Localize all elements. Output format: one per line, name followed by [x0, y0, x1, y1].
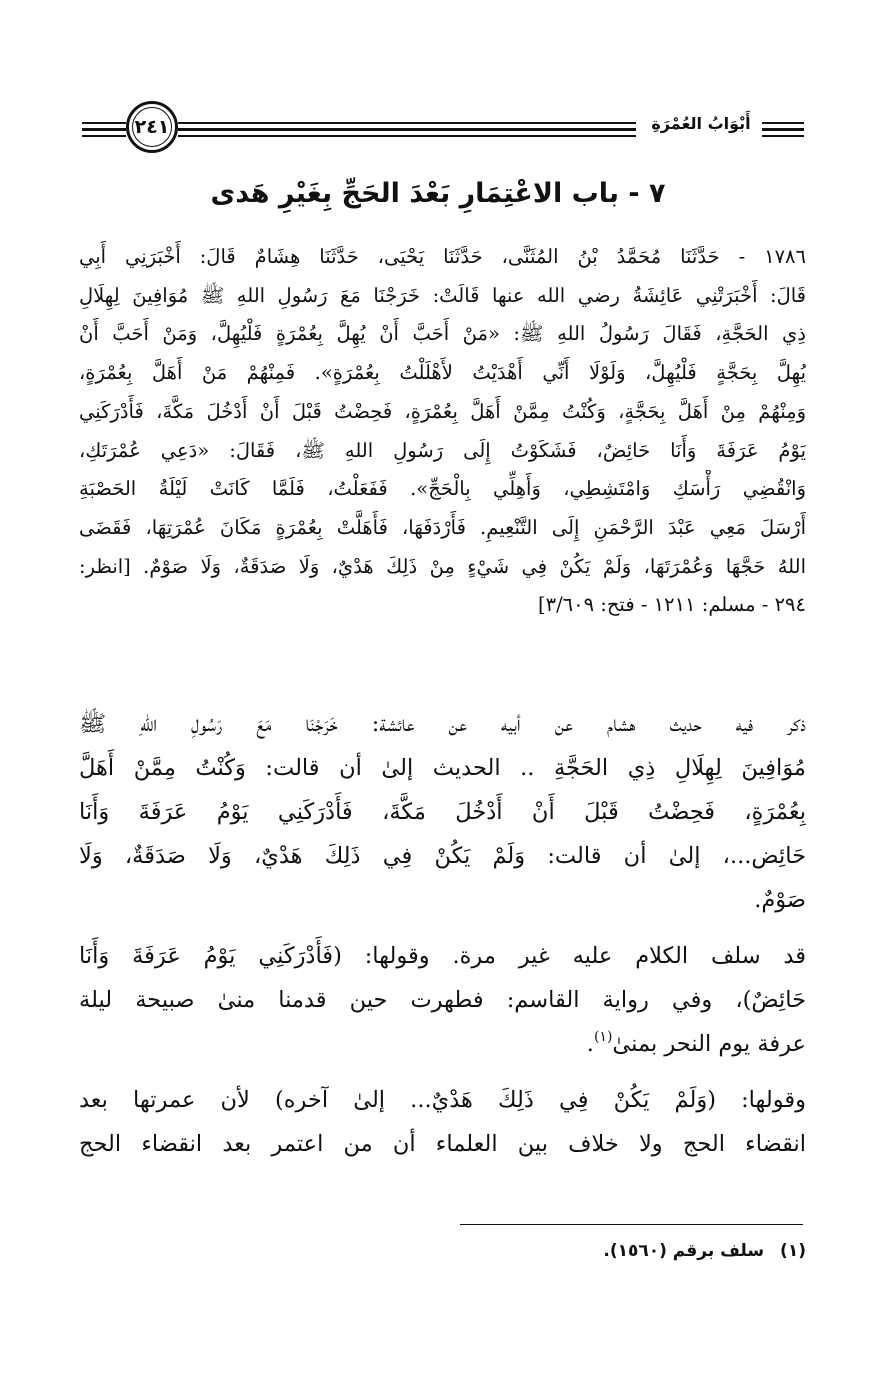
- running-header: [82, 90, 804, 164]
- hadith-line: قَالَ: أَخْبَرَتْنِي عَائِشَةُ رضي الله عنها قَالَتْ: خَرَجْنَا مَعَ رَسُولِ اللهِ ﷺ مُوَافِينَ لِهِلَالِ: [79, 283, 806, 307]
- header-rule: [178, 135, 636, 137]
- hadith-text: [79, 238, 806, 625]
- commentary-line: قد سلف الكلام عليه غير مرة. وقولها: (فَأَدْرَكَنِي يَوْمُ عَرَفَةَ وَأَنَا: [79, 943, 806, 969]
- commentary-line: وقولها: (وَلَمْ يَكُنْ فِي ذَلِكَ هَدْيٌ... إلىٰ آخره) لأن عمرتها بعد: [79, 1087, 806, 1113]
- commentary-line: بِعُمْرَةٍ، فَحِضْتُ قَبْلَ أَنْ أَدْخُلَ مَكَّةَ، فَأَدْرَكَنِي يَوْمُ عَرَفَةَ وَأَنَا: [79, 799, 806, 825]
- hadith-line: ١٧٨٦ - حَدَّثَنَا مُحَمَّدُ بْنُ المُثَنَّى، حَدَّثَنَا يَحْيَى، حَدَّثَنَا هِشَامٌ قَالَ: أَخْبَرَنِي أَبِي: [79, 245, 806, 268]
- commentary-text: عرفة يوم النحر بمنىٰ: [612, 1031, 806, 1057]
- commentary-line: [79, 1022, 806, 1066]
- header-rule: [762, 135, 804, 137]
- commentary-line: حَائِض...، إلىٰ أن قالت: وَلَمْ يَكُنْ فِي ذَلِكَ هَدْيٌ، وَلَا صَدَقَةٌ، وَلَا: [79, 843, 806, 869]
- hadith-line: أَرْسَلَ مَعِي عَبْدَ الرَّحْمَنِ إِلَى التَّنْعِيمِ. فَأَرْدَفَهَا، فَأَهَلَّتْ بِعُمْرَةٍ مَكَانَ عُمْرَتِهَا، فَقَضَى: [79, 515, 806, 539]
- commentary-line: ذكر فيه حديث هشام عن أبيه عن عائشة: خَرَجْنَا مَعَ رَسُولِ اللهِ ﷺ: [79, 711, 806, 737]
- footnote: [79, 1236, 806, 1266]
- commentary-line: انقضاء الحج ولا خلاف بين العلماء أن من اعتمر بعد انقضاء الحج: [79, 1131, 806, 1157]
- chapter-title: ٧ - باب الاعْتِمَارِ بَعْدَ الحَجِّ بِغَيْرِ هَدى: [210, 178, 666, 209]
- commentary-text: .: [586, 1031, 594, 1057]
- running-title: أَبْوَابُ العُمْرَةِ: [651, 114, 751, 133]
- footnote-text: سلف برقم (١٥٦٠).: [603, 1241, 765, 1261]
- hadith-line: وَمِنْهُمْ مِنْ أَهَلَّ بِحَجَّةٍ، وَكُنْتُ مِمَّنْ أَهَلَّ بِعُمْرَةٍ، فَحِضْتُ قَبْلَ أَنْ أَدْخُلَ مَكَّةَ، فَأَدْرَكَنِي: [79, 399, 806, 423]
- commentary-paragraph: [79, 934, 806, 1066]
- hadith-line: ذِي الحَجَّةِ، فَقَالَ رَسُولُ اللهِ ﷺ: «مَنْ أَحَبَّ أَنْ يُهِلَّ بِعُمْرَةٍ فَلْيُهِلَّ، وَمَنْ أَحَبَّ أَنْ: [79, 322, 806, 346]
- hadith-line: اللهُ حَجَّهَا وَعُمْرَتَهَا، وَلَمْ يَكُنْ فِي شَيْءٍ مِنْ ذَلِكَ هَدْيٌ، وَلَا صَدَقَةٌ، وَلَا صَوْمٌ. [انظر:: [79, 554, 806, 578]
- page-number-badge: [126, 101, 178, 153]
- commentary-paragraph: [79, 1078, 806, 1166]
- hadith-line: وَانْقُضِي رَأْسَكِ وَامْتَشِطِي، وَأَهِلِّي بِالْحَجِّ». فَفَعَلْتُ، فَلَمَّا كَانَتْ لَيْلَةُ الحَصْبَةِ: [79, 477, 806, 501]
- header-rule: [178, 128, 636, 131]
- header-rule: [762, 128, 804, 131]
- hadith-line: ٢٩٤ - مسلم: ١٢١١ - فتح: ٣/٦٠٩]: [538, 593, 806, 617]
- header-rule: [82, 122, 126, 124]
- hadith-line: يَوْمُ عَرَفَةَ وَأَنَا حَائِضٌ، فَشَكَوْتُ إِلَى رَسُولِ اللهِ ﷺ، فَقَالَ: «دَعِي عُمْرَتَكِ،: [79, 438, 806, 462]
- commentary-line: حَائِضٌ)، وفي رواية القاسم: فطهرت حين قدمنا منىٰ صبيحة ليلة: [79, 987, 806, 1013]
- header-rule: [82, 128, 126, 131]
- footnote-number: (١): [780, 1241, 806, 1261]
- commentary-line: مُوَافِينَ لِهِلَالِ ذِي الحَجَّةِ .. الحديث إلىٰ أن قالت: وَكُنْتُ مِمَّنْ أَهَلَّ: [79, 755, 806, 781]
- hadith-line: يُهِلَّ بِحَجَّةٍ فَلْيُهِلَّ، وَلَوْلَا أَنِّي أَهْدَيْتُ لأَهْلَلْتُ بِعُمْرَةٍ». فَمِنْهُمْ مَنْ أَهَلَّ بِعُمْرَةٍ،: [79, 361, 806, 385]
- commentary: [79, 702, 806, 1178]
- header-rule: [178, 122, 636, 124]
- page-number: ٢٤١: [134, 116, 170, 138]
- header-rule: [82, 135, 126, 137]
- footnote-reference[interactable]: (١): [593, 1029, 613, 1045]
- header-rule: [762, 122, 804, 124]
- commentary-line: صَوْمٌ.: [754, 887, 806, 913]
- commentary-paragraph: [79, 702, 806, 922]
- footnote-divider: [460, 1224, 803, 1225]
